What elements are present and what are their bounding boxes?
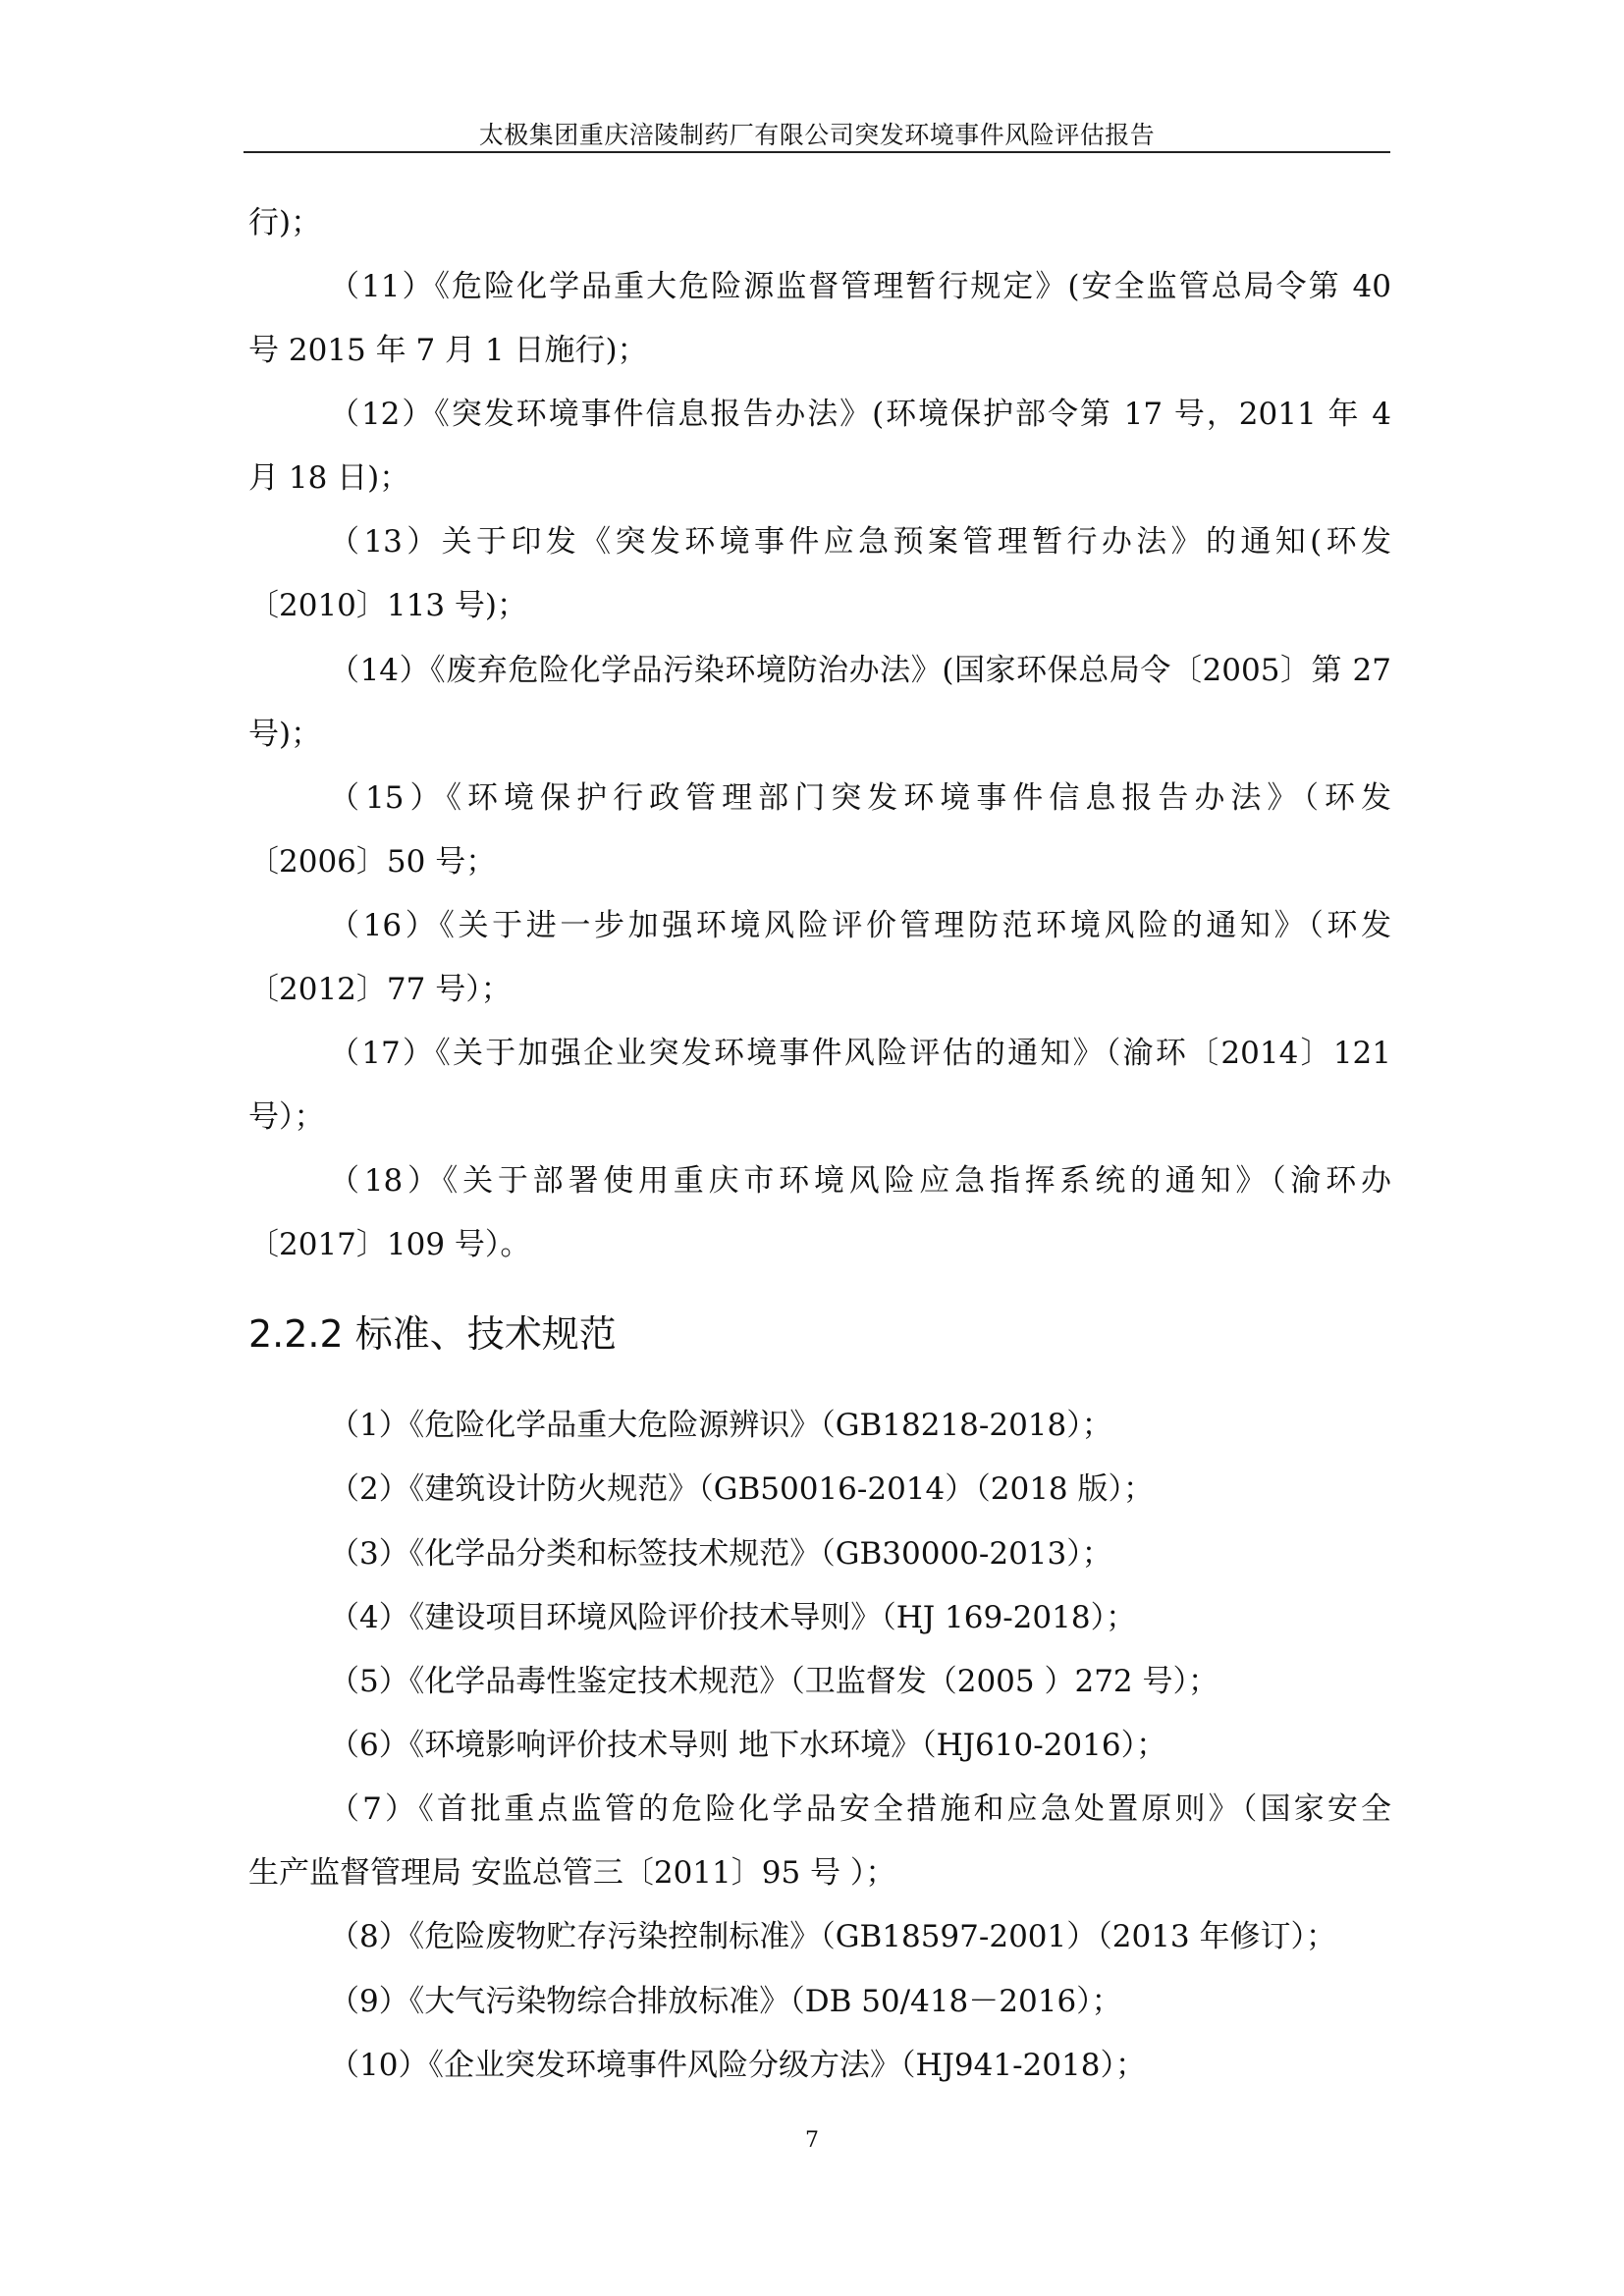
law-item-15-line2: 〔2006〕50 号；: [248, 844, 497, 880]
law-item-18-line2: 〔2017〕109 号）。: [248, 1227, 531, 1262]
standard-item-7-line2: 生产监督管理局 安监总管三〔2011〕95 号 ）；: [248, 1855, 896, 1891]
standard-item-2: （2）《建筑设计防火规范》（GB50016-2014）（2018 版）；: [329, 1471, 1154, 1507]
law-item-12-line2: 月 18 日)；: [248, 460, 410, 496]
header-divider: [244, 151, 1390, 153]
law-item-14-line1: （14）《废弃危险化学品污染环境防治办法》(国家环保总局令〔2005〕第 27: [329, 653, 1391, 688]
law-item-16-line1: （16）《关于进一步加强环境风险评价管理防范环境风险的通知》（环发: [329, 908, 1391, 943]
law-item-12-line1: （12）《突发环境事件信息报告办法》(环境保护部令第 17 号，2011 年 4: [329, 397, 1391, 432]
standard-item-8: （8）《危险废物贮存污染控制标准》（GB18597-2001）（2013 年修订）；: [329, 1919, 1336, 1954]
law-item-13-line1: （13）关于印发《突发环境事件应急预案管理暂行办法》的通知(环发: [329, 524, 1391, 560]
standard-item-4: （4）《建设项目环境风险评价技术导则》（HJ 169-2018）；: [329, 1600, 1137, 1635]
standard-item-10: （10）《企业突发环境事件风险分级方法》（HJ941-2018）；: [329, 2048, 1146, 2083]
law-item-11-line2: 号 2015 年 7 月 1 日施行)；: [248, 333, 648, 368]
law-item-14-line2: 号)；: [248, 717, 322, 752]
page-number: 7: [805, 2128, 819, 2153]
law-item-17-line1: （17）《关于加强企业突发环境事件风险评估的通知》（渝环〔2014〕121: [329, 1036, 1391, 1071]
page-header-title: 太极集团重庆涪陵制药厂有限公司突发环境事件风险评估报告: [478, 121, 1156, 149]
section-heading: 2.2.2 标准、技术规范: [248, 1312, 617, 1356]
law-item-11-line1: （11）《危险化学品重大危险源监督管理暂行规定》(安全监管总局令第 40: [329, 269, 1391, 304]
standard-item-9: （9）《大气污染物综合排放标准》（DB 50/418－2016）；: [329, 1984, 1122, 2019]
law-item-17-line2: 号）；: [248, 1099, 325, 1135]
list-item-continuation: 行)；: [248, 205, 322, 240]
standard-item-1: （1）《危险化学品重大危险源辨识》（GB18218-2018）；: [329, 1408, 1112, 1443]
standard-item-7-line1: （7）《首批重点监管的危险化学品安全措施和应急处置原则》（国家安全: [329, 1791, 1391, 1827]
law-item-18-line1: （18）《关于部署使用重庆市环境风险应急指挥系统的通知》（渝环办: [329, 1163, 1391, 1199]
standard-item-3: （3）《化学品分类和标签技术规范》（GB30000-2013）；: [329, 1536, 1112, 1572]
law-item-13-line2: 〔2010〕113 号)；: [248, 588, 528, 623]
law-item-15-line1: （15）《环境保护行政管理部门突发环境事件信息报告办法》（环发: [329, 780, 1391, 816]
standard-item-5: （5）《化学品毒性鉴定技术规范》（卫监督发（2005 ）272 号）；: [329, 1664, 1218, 1699]
standard-item-6: （6）《环境影响评价技术导则 地下水环境》（HJ610-2016）；: [329, 1728, 1167, 1763]
law-item-16-line2: 〔2012〕77 号）；: [248, 972, 512, 1007]
